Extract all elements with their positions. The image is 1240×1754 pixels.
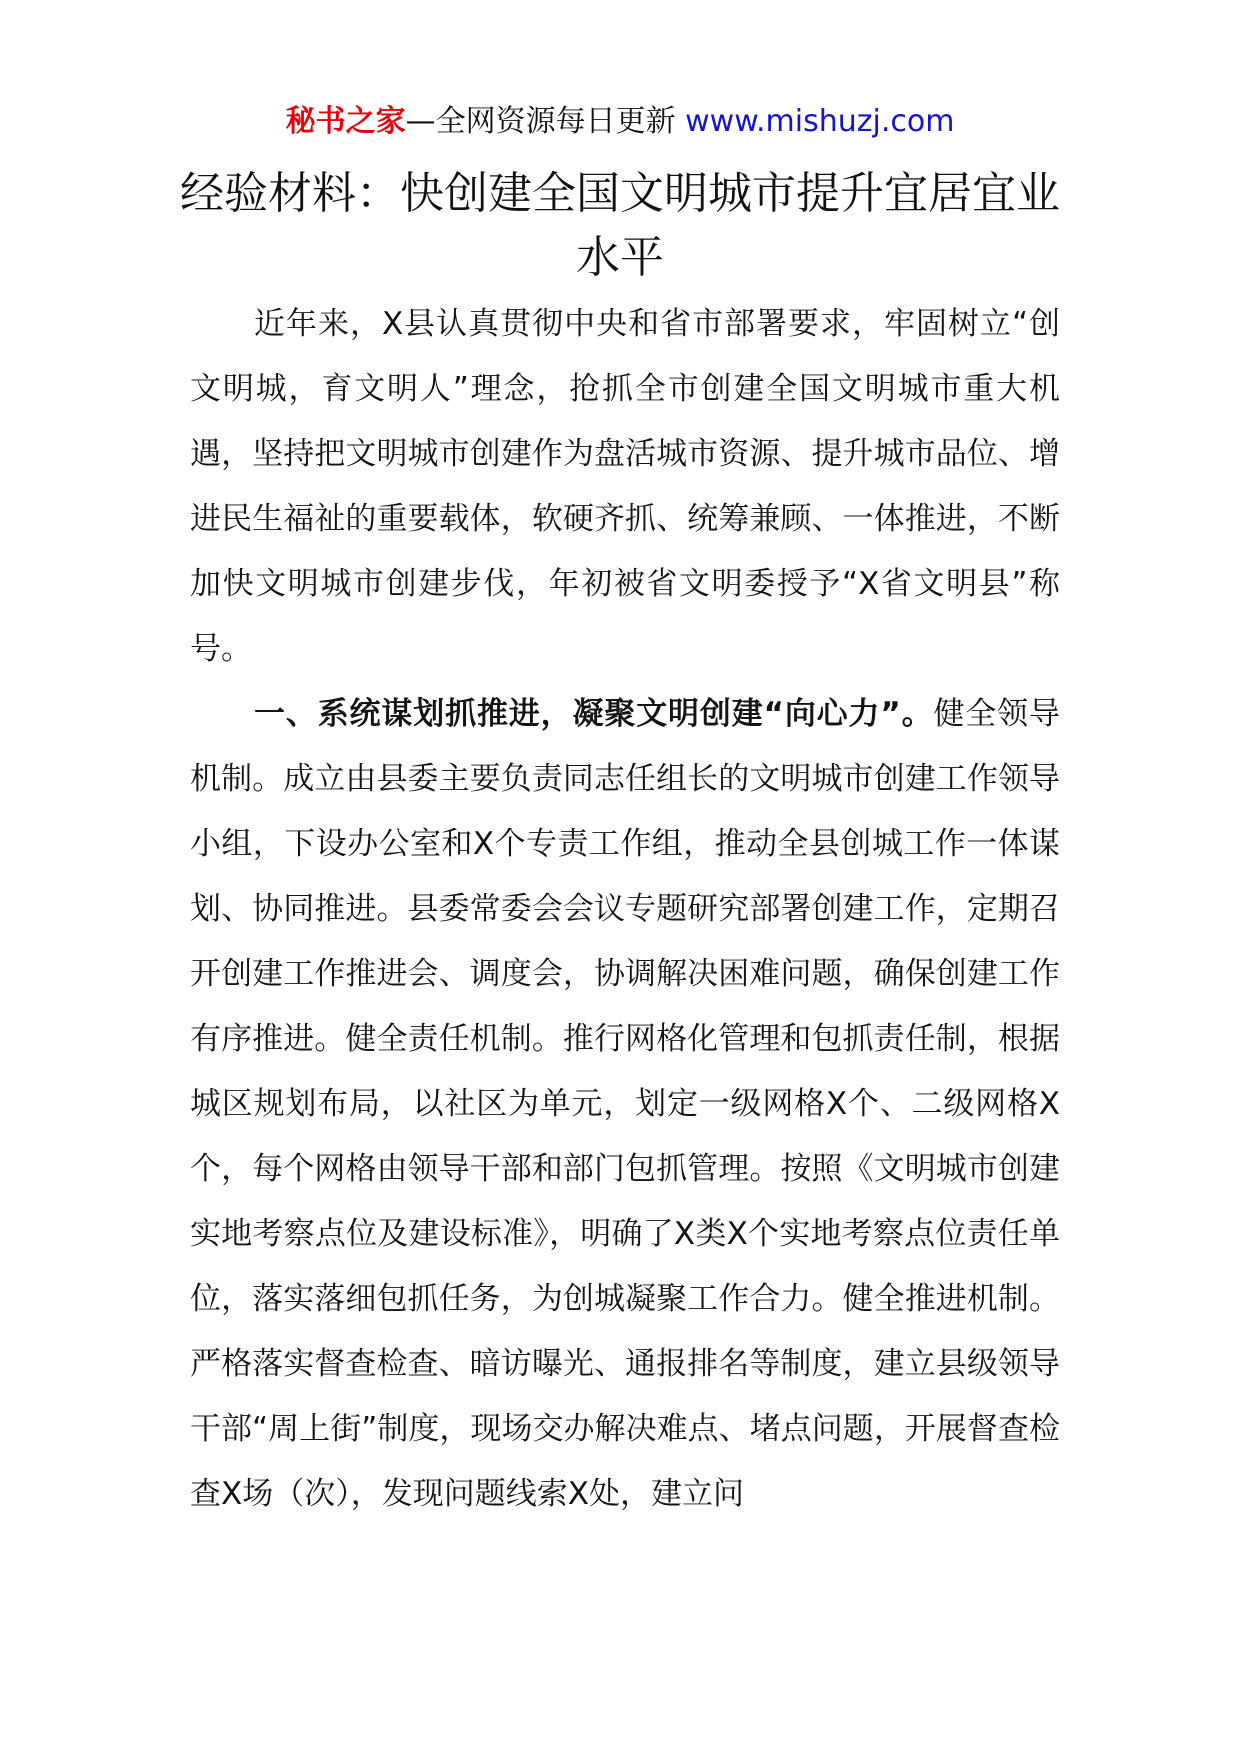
header-slogan: —全网资源每日更新 (405, 104, 676, 139)
document-body (190, 292, 1060, 1527)
document-title: 经验材料：快创建全国文明城市提升宜居宜业水平 (180, 168, 1060, 283)
intro-paragraph: 近年来，X县认真贯彻中央和省市部署要求，牢固树立“创文明城，育文明人”理念，抢抓全市创建全国文明城市重大机遇，坚持把文明城市创建作为盘活城市资源、提升城市品位、增进民生福祉的重要载体，软硬齐抓、统筹兼顾、一体推进，不断加快文明城市创建步伐，年初被省文明委授予“X省文明县”称号。 (190, 306, 1060, 667)
section-1-heading: 一、系统谋划抓推进，凝聚文明创建“向心力”。 (254, 696, 934, 732)
site-url-link[interactable]: www.mishuzj.com (685, 104, 955, 139)
site-header (0, 100, 1240, 144)
section-1-text: 健全领导机制。成立由县委主要负责同志任组长的文明城市创建工作领导小组，下设办公室和X个专责工作组，推动全县创城工作一体谋划、协同推进。县委常委会会议专题研究部署创建工作，定期召开创建工作推进会、调度会，协调解决困难问题，确保创建工作有序推进。健全责任机制。推行网格化管理和包抓责任制，根据城区规划布局，以社区为单元，划定一级网格X个、二级网格X个，每个网格由领导干部和部门包抓管理。按照《文明城市创建实地考察点位及建设标准》，明确了X类X个实地考察点位责任单位，落实落细包抓任务，为创城凝聚工作合力。健全推进机制。严格落实督查检查、暗访曝光、通报排名等制度，建立县级领导干部“周上街”制度，现场交办解决难点、堵点问题，开展督查检查X场（次），发现问题线索X处，建立问 (190, 696, 1061, 1512)
brand-name: 秘书之家 (285, 104, 406, 139)
section-1-paragraph (190, 682, 1060, 1527)
